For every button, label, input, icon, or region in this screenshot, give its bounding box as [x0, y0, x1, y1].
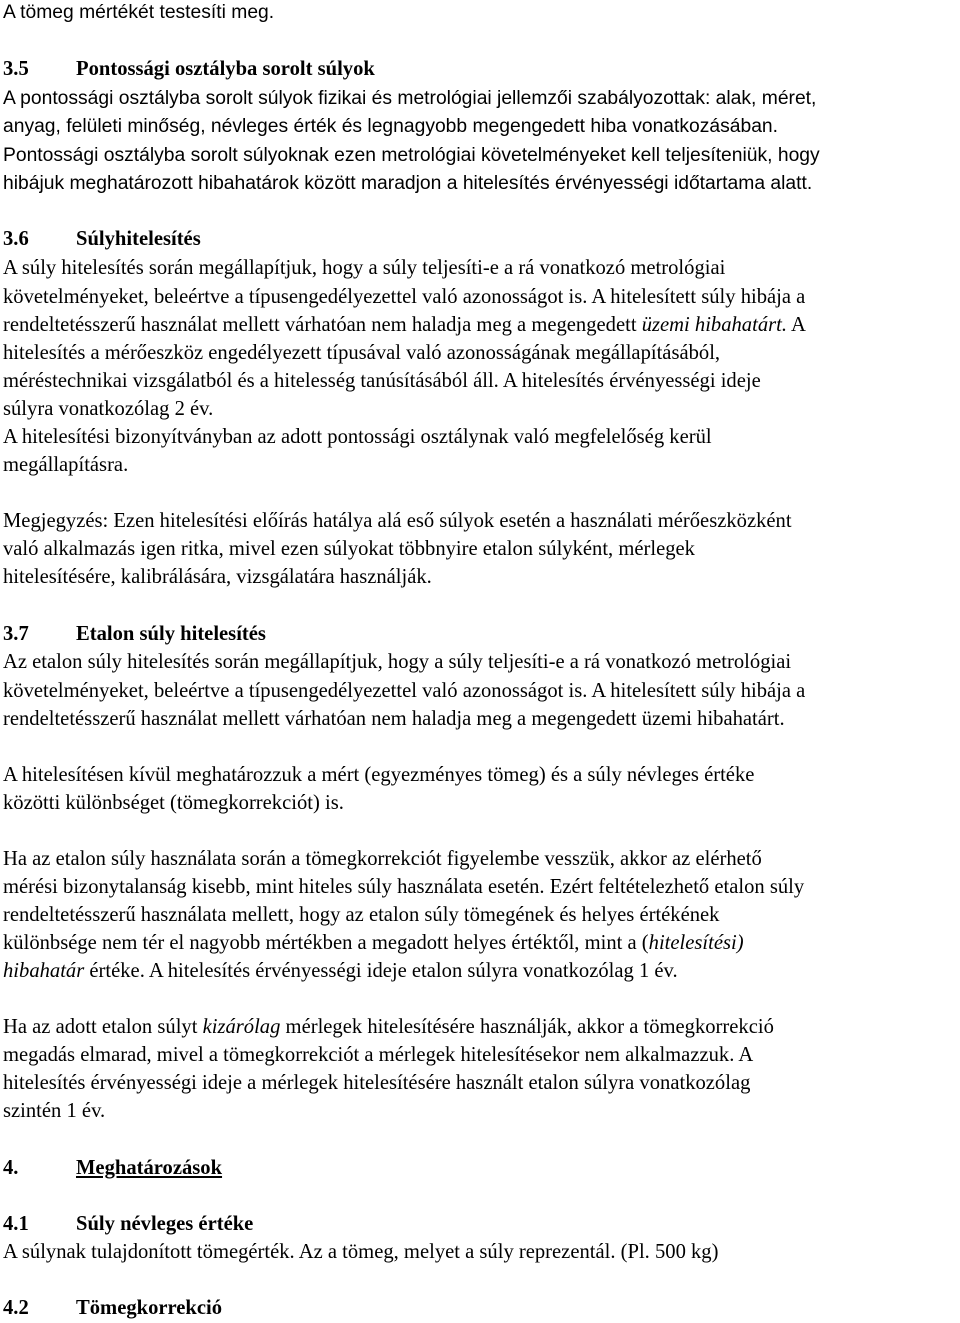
heading-4-1: [3, 1210, 253, 1239]
heading-4: [3, 1154, 222, 1183]
heading-4-2: [3, 1294, 222, 1323]
paragraph-line: A súlynak tulajdonított tömegérték. Az a tömeg, melyet a súly reprezentál. (Pl. 500 kg): [3, 1241, 719, 1263]
italic-term: hibahatár: [3, 960, 85, 982]
heading-title: Pontossági osztályba sorolt súlyok: [76, 58, 375, 80]
paragraph-line: [3, 929, 744, 958]
paragraph-line: súlyra vonatkozólag 2 év.: [3, 398, 214, 420]
italic-term: kizárólag: [202, 1016, 281, 1038]
paragraph-line: szintén 1 év.: [3, 1100, 106, 1122]
heading-title: Tömegkorrekció: [76, 1297, 223, 1319]
paragraph-line: anyag, felületi minőség, névleges érték és legnagyobb megengedett hiba vonatkozásában.: [3, 116, 778, 137]
paragraph-line: [3, 311, 806, 340]
heading-title: Súly névleges értéke: [76, 1213, 254, 1235]
paragraph-line: rendeltetésszerű használata mellett, hogy az etalon súly tömegének és helyes értékének: [3, 904, 720, 926]
paragraph-line: [3, 1013, 774, 1042]
heading-number: 3.5: [3, 58, 29, 80]
paragraph-line: rendeltetésszerű használat mellett várhatóan nem haladja meg a megengedett üzemi hibahatárt.: [3, 708, 785, 730]
paragraph-line: követelményeket, beleértve a típusengedélyezettel való azonosságot is. A hitelesített súly hibája a: [3, 680, 806, 702]
heading-title: Meghatározások: [76, 1157, 223, 1179]
paragraph-line: megadás elmarad, mivel a tömegkorrekciót a mérlegek hitelesítésekor nem alkalmazzuk. A: [3, 1044, 754, 1066]
text-run: különbsége nem tér el nagyobb mértékben a megadott helyes értéktől, mint a (: [3, 932, 649, 954]
heading-title: Súlyhitelesítés: [76, 228, 201, 250]
paragraph-line: hitelesítés a mérőeszköz engedélyezett típusával való azonosságának megállapításából,: [3, 342, 721, 364]
heading-3-5: [3, 55, 375, 84]
heading-3-7: [3, 620, 266, 649]
text-run: értéke. A hitelesítés érvényességi ideje etalon súlyra vonatkozólag 1 év.: [84, 960, 678, 982]
paragraph-line: követelményeket, beleértve a típusengedélyezettel való azonosságot is. A hitelesített súly hibája a: [3, 286, 806, 308]
text-run: Ha az adott etalon súlyt: [3, 1016, 203, 1038]
paragraph-line: A pontossági osztályba sorolt súlyok fizikai és metrológiai jellemzői szabályozottak: alak, méret,: [3, 88, 817, 109]
paragraph-line: méréstechnikai vizsgálatból és a hitelesség tanúsításából áll. A hitelesítés érvényességi ideje: [3, 370, 761, 392]
paragraph-line: hitelesítés érvényességi ideje a mérlegek hitelesítésére használt etalon súlyra vonatkozólag: [3, 1072, 751, 1094]
paragraph-line: A súly hitelesítés során megállapítjuk, hogy a súly teljesíti-e a rá vonatkozó metrológiai: [3, 257, 726, 279]
paragraph-line: [3, 957, 678, 986]
heading-number: 3.7: [3, 623, 29, 645]
note-line: való alkalmazás igen ritka, mivel ezen súlyokat többnyire etalon súlyként, mérlegek: [3, 538, 695, 560]
paragraph-line: A hitelesítési bizonyítványban az adott pontossági osztálynak való megfelelőség kerül: [3, 426, 712, 448]
heading-number: 3.6: [3, 228, 29, 250]
paragraph-line: Az etalon súly hitelesítés során megállapítjuk, hogy a súly teljesíti-e a rá vonatkozó metrológiai: [3, 651, 792, 673]
paragraph-line: Ha az etalon súly használata során a tömegkorrekciót figyelembe vesszük, akkor az elérhető: [3, 848, 762, 870]
paragraph-line: megállapításra.: [3, 454, 129, 476]
text-run: mérlegek hitelesítésére használják, akkor a tömegkorrekció: [280, 1016, 774, 1038]
note-line: Megjegyzés: Ezen hitelesítési előírás hatálya alá eső súlyok esetén a használati mérőeszközként: [3, 510, 792, 532]
paragraph-line: A hitelesítésen kívül meghatározzuk a mért (egyezményes tömeg) és a súly névleges értéke: [3, 764, 755, 786]
paragraph-line: Pontossági osztályba sorolt súlyoknak ezen metrológiai követelményeket kell teljesíteniük, hogy: [3, 145, 820, 166]
heading-number: 4.2: [3, 1297, 29, 1319]
heading-3-6: [3, 225, 201, 254]
heading-number: 4.: [3, 1157, 19, 1179]
italic-term: hitelesítési): [648, 932, 744, 954]
heading-number: 4.1: [3, 1213, 29, 1235]
note-line: hitelesítésére, kalibrálására, vizsgálatára használják.: [3, 566, 432, 588]
paragraph-line: mérési bizonytalanság kisebb, mint hiteles súly használata esetén. Ezért feltételezhető etalon súly: [3, 876, 805, 898]
text-run: A: [787, 314, 806, 336]
intro-line: A tömeg mértékét testesíti meg.: [3, 2, 275, 23]
heading-title: Etalon súly hitelesítés: [76, 623, 266, 645]
italic-term: üzemi hibahatárt.: [641, 314, 788, 336]
paragraph-line: hibájuk meghatározott hibahatárok között maradjon a hitelesítés érvényességi időtartama alatt.: [3, 173, 813, 194]
text-run: rendeltetésszerű használat mellett várhatóan nem haladja meg a megengedett: [3, 314, 642, 336]
paragraph-line: közötti különbséget (tömegkorrekciót) is.: [3, 792, 344, 814]
